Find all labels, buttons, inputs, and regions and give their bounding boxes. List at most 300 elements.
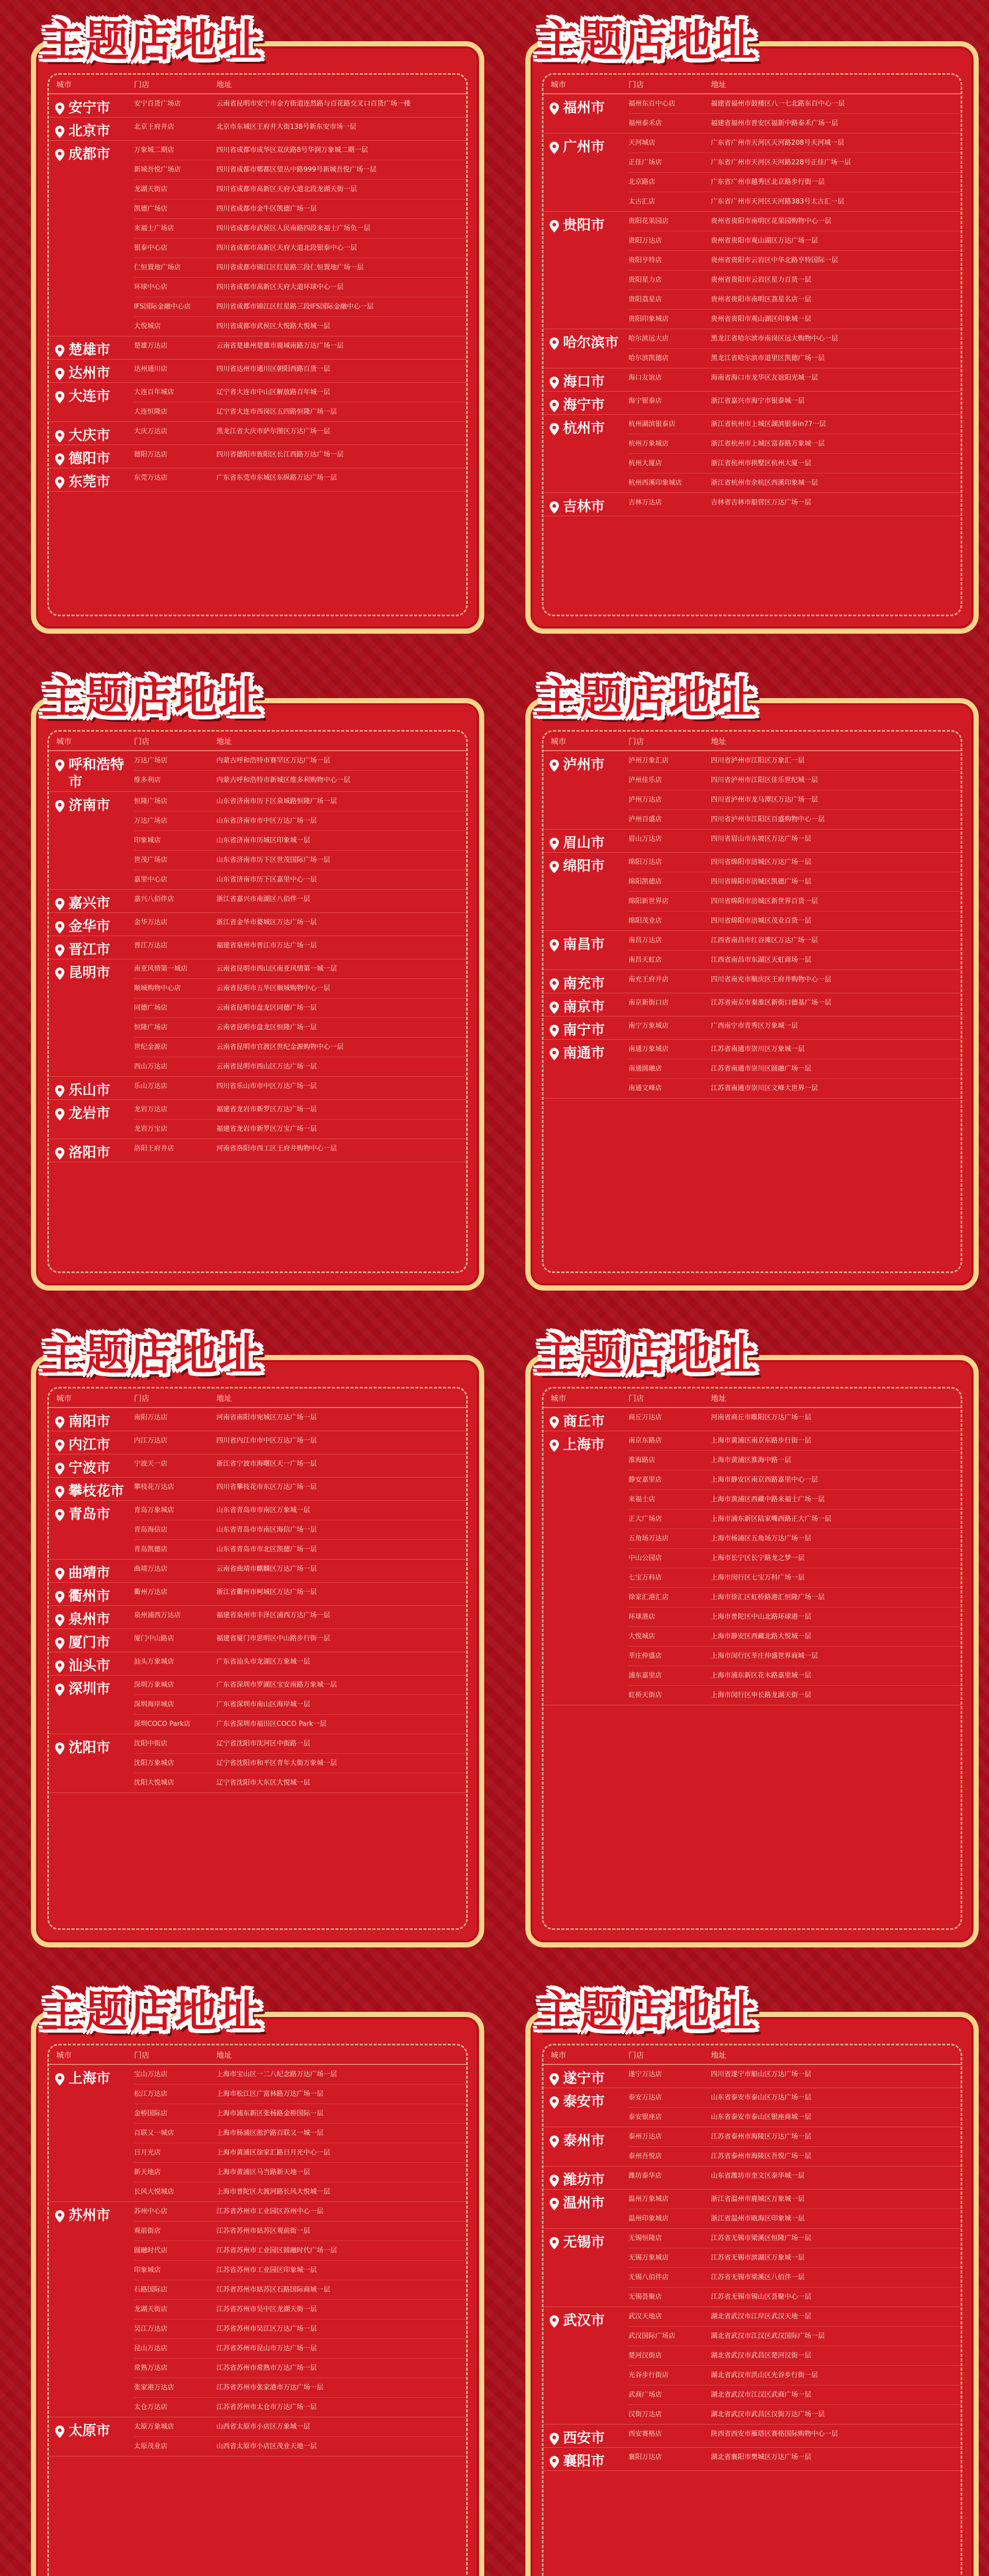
store-row — [134, 913, 466, 932]
store-name: 南昌万达店 — [628, 937, 662, 944]
store-address: 上海市静安区西藏北路大悦城一层 — [711, 1633, 812, 1640]
location-pin-icon — [550, 2174, 559, 2187]
store-row — [134, 1773, 466, 1792]
store-row — [628, 133, 961, 153]
city-name: 大庆市 — [69, 428, 110, 444]
location-pin-icon — [550, 219, 559, 232]
store-row — [628, 2088, 961, 2108]
address-table — [47, 730, 468, 1273]
store-row — [134, 239, 466, 258]
store-address: 吉林省吉林市船营区万达广场一层 — [711, 499, 812, 506]
store-address: 广东省广州市越秀区北京路步行街一层 — [711, 178, 825, 186]
store-name: 银泰中心店 — [134, 244, 168, 252]
city-group — [49, 141, 466, 336]
city-cell — [543, 2088, 628, 2127]
store-name: 万达广场店 — [134, 817, 168, 825]
city-cell — [49, 1560, 134, 1582]
city-group — [543, 853, 961, 931]
location-pin-icon — [55, 897, 64, 910]
city-cell — [49, 1431, 134, 1454]
store-name: 嘉里中心店 — [134, 876, 168, 884]
store-address: 四川省眉山市东坡区万达广场一层 — [711, 835, 812, 843]
store-row — [628, 853, 961, 872]
city-group — [543, 2065, 961, 2088]
store-address: 上海市黄浦区西藏中路来福士广场一层 — [711, 1496, 825, 1503]
store-address: 四川省成都市武侯区人民南路四段来福士广场负一层 — [216, 225, 371, 232]
store-address: 上海市徐汇区虹桥路港汇恒隆广场一层 — [711, 1594, 825, 1601]
header-store: 门店 — [628, 2050, 644, 2060]
store-address: 山东省泰安市泰山区万达广场一层 — [711, 2094, 812, 2102]
store-row — [134, 890, 466, 909]
store-name: 太原茂业店 — [134, 2443, 168, 2450]
store-name: 达州通川店 — [134, 365, 168, 373]
store-address: 云南省昆明市西山区南亚风情第一城一层 — [216, 965, 337, 973]
location-pin-icon — [55, 453, 64, 465]
store-address: 河南省洛阳市西工区王府井购物中心一层 — [216, 1145, 337, 1153]
store-address: 山东省青岛市市南区万象城一层 — [216, 1506, 311, 1514]
store-row — [134, 94, 466, 113]
city-group — [49, 2417, 466, 2456]
city-name: 衢州市 — [69, 1588, 110, 1604]
header-address: 地址 — [711, 79, 727, 89]
store-row — [134, 2300, 466, 2319]
city-name: 洛阳市 — [69, 1145, 110, 1161]
store-row — [628, 1490, 961, 1510]
city-name: 大连市 — [69, 388, 110, 404]
city-cell — [49, 1675, 134, 1734]
header-city: 城市 — [56, 79, 72, 89]
city-name: 宁波市 — [69, 1460, 110, 1476]
store-row — [134, 1675, 466, 1695]
location-pin-icon — [55, 344, 64, 357]
location-pin-icon — [55, 2425, 64, 2437]
city-name: 无锡市 — [563, 2234, 605, 2250]
location-pin-icon — [55, 1485, 64, 1498]
store-name: 泰安银座店 — [628, 2113, 662, 2121]
store-name: 无锡八佰伴店 — [628, 2274, 669, 2281]
store-name: 襄阳万达店 — [628, 2453, 662, 2461]
location-pin-icon — [550, 2432, 559, 2445]
store-address: 贵州省贵阳市南明区荔星名店一层 — [711, 296, 812, 303]
store-row — [628, 1588, 961, 1607]
store-row — [134, 336, 466, 355]
store-row — [134, 831, 466, 851]
store-address: 浙江省金华市婺城区万达广场一层 — [216, 919, 317, 926]
store-name: 虹桥天街店 — [628, 1691, 662, 1699]
city-group — [49, 1501, 466, 1560]
store-address: 黑龙江省大庆市萨尔图区万达广场一层 — [216, 428, 331, 435]
city-name: 青岛市 — [69, 1506, 110, 1522]
city-cell — [49, 913, 134, 936]
store-address: 山东省青岛市市南区海信广场一层 — [216, 1526, 317, 1534]
store-name: 安宁百货广场店 — [134, 100, 181, 108]
store-name: 宁波天一店 — [134, 1460, 168, 1468]
store-row — [134, 870, 466, 889]
store-name: 张家港万达店 — [134, 2384, 175, 2392]
store-address: 上海市普陀区大渡河路长风大悦城一层 — [216, 2188, 331, 2196]
city-name: 楚雄市 — [69, 342, 110, 358]
store-name: 南宁万象城店 — [628, 1022, 669, 1030]
city-name: 昆明市 — [69, 965, 110, 981]
store-address: 江西省南昌市东湖区天虹商场一层 — [711, 956, 812, 964]
panel-card — [31, 2012, 484, 2576]
store-address: 福建省龙岩市新罗区万宝广场一层 — [216, 1125, 317, 1133]
store-address: 上海市闵行区莘庄仲盛世界商城一层 — [711, 1652, 819, 1660]
store-name: 静安嘉里店 — [628, 1476, 662, 1484]
store-address: 浙江省衢州市柯城区万达广场一层 — [216, 1588, 317, 1596]
store-name: 沈阳中街店 — [134, 1740, 168, 1748]
store-row — [628, 368, 961, 387]
address-table — [542, 730, 962, 1273]
location-pin-icon — [55, 1147, 64, 1159]
city-name: 北京市 — [69, 123, 110, 139]
store-name: 哈尔滨凯德店 — [628, 354, 669, 362]
store-row — [628, 951, 961, 970]
store-name: 泸州百盛店 — [628, 816, 662, 823]
store-row — [628, 270, 961, 290]
city-name: 遂宁市 — [563, 2071, 605, 2087]
city-cell — [49, 2065, 134, 2201]
store-address: 北京市东城区王府井大街138号新东安市场一层 — [216, 123, 356, 131]
city-name: 汕头市 — [69, 1658, 110, 1674]
store-row — [628, 1059, 961, 1079]
store-address: 上海市静安区南京西路嘉里中心一层 — [711, 1476, 819, 1484]
location-pin-icon — [55, 1637, 64, 1649]
store-address: 四川省成都市金牛区凯德广场一层 — [216, 205, 317, 213]
store-row — [628, 2065, 961, 2084]
city-group — [543, 2425, 961, 2448]
store-address: 四川省绵阳市涪城区凯德广场一层 — [711, 878, 812, 886]
location-pin-icon — [55, 430, 64, 442]
store-address: 江苏省苏州市姑苏区观前街一层 — [216, 2227, 311, 2235]
store-name: 绵阳凯德店 — [628, 878, 662, 886]
store-address: 贵州省贵阳市云岩区中华北路亨特国际一层 — [711, 257, 839, 264]
city-group — [49, 1560, 466, 1583]
store-row — [134, 2222, 466, 2241]
store-name: 泰安万达店 — [628, 2094, 662, 2102]
city-group — [49, 1100, 466, 1139]
store-panel-4 — [515, 667, 979, 1291]
city-name: 海口市 — [563, 374, 605, 390]
city-cell — [543, 2166, 628, 2189]
city-group — [543, 1016, 961, 1040]
store-row — [628, 2166, 961, 2185]
city-group — [543, 2448, 961, 2471]
location-pin-icon — [55, 1742, 64, 1754]
city-group — [49, 2202, 466, 2417]
store-address: 贵州省贵阳市云岩区星力百货一层 — [711, 276, 812, 284]
store-name: 印象城店 — [134, 837, 161, 844]
store-address: 江西省南昌市红谷滩区万达广场一层 — [711, 937, 819, 944]
store-address: 广东省东莞市东城区东纵路万达广场一层 — [216, 474, 337, 482]
location-pin-icon — [550, 399, 559, 412]
store-row — [134, 1520, 466, 1540]
store-name: 泸州佳乐店 — [628, 776, 662, 784]
store-row — [134, 1018, 466, 1038]
store-address: 内蒙古呼和浩特市赛罕区万达广场一层 — [216, 757, 331, 765]
store-address: 四川省遂宁市船山区万达广场一层 — [711, 2071, 812, 2078]
store-address: 江苏省苏州市张家港市万达广场一层 — [216, 2384, 324, 2392]
city-group — [49, 468, 466, 492]
city-name: 晋江市 — [69, 942, 110, 958]
store-address: 河南省南阳市宛城区万达广场一层 — [216, 1414, 317, 1421]
header-city: 城市 — [56, 736, 72, 746]
city-group — [543, 212, 961, 329]
store-row — [628, 1016, 961, 1036]
store-address: 上海市黄浦区马当路新天地一层 — [216, 2168, 311, 2176]
location-pin-icon — [550, 2135, 559, 2147]
store-row — [628, 1470, 961, 1490]
store-address: 山东省济南市历下区泉城路恒隆广场一层 — [216, 798, 337, 805]
store-row — [134, 1431, 466, 1450]
store-address: 江苏省苏州市吴中区龙湖天街一层 — [216, 2306, 317, 2313]
store-address: 云南省昆明市官渡区世纪金源购物中心一层 — [216, 1043, 344, 1051]
store-row — [628, 931, 961, 951]
store-name: 吉林万达店 — [628, 499, 662, 506]
store-address: 福建省泉州市丰泽区浦西万达广场一层 — [216, 1612, 331, 1619]
store-address: 四川省泸州市江阳区百盛购物中心一层 — [711, 816, 825, 823]
store-name: 大连恒隆店 — [134, 408, 168, 416]
city-cell — [543, 415, 628, 493]
store-name: 宝山万达店 — [134, 2071, 168, 2078]
header-address: 地址 — [216, 79, 232, 89]
address-table — [47, 73, 468, 616]
store-address: 湖北省武汉市江汉区武汉国际广场一层 — [711, 2332, 825, 2340]
location-pin-icon — [55, 391, 64, 403]
city-name: 上海市 — [563, 1437, 605, 1453]
store-row — [134, 180, 466, 199]
store-address: 四川省泸州市江阳区万象汇一层 — [711, 757, 805, 765]
store-row — [628, 751, 961, 771]
store-address: 上海市宝山区一二八纪念路万达广场一层 — [216, 2071, 337, 2078]
store-address: 四川省成都市成华区双庆路8号华润万象城二期一层 — [216, 146, 368, 154]
store-row — [134, 751, 466, 771]
store-row — [628, 1408, 961, 1427]
store-address: 广东省广州市天河区天河路208号天河城一层 — [711, 139, 844, 147]
location-pin-icon — [55, 1509, 64, 1521]
store-row — [134, 278, 466, 297]
store-name: 南亚风情第一城店 — [134, 965, 188, 973]
store-row — [628, 349, 961, 368]
store-panel-2 — [515, 10, 979, 634]
city-name: 温州市 — [563, 2195, 605, 2211]
location-pin-icon — [550, 1024, 559, 1037]
city-cell — [49, 792, 134, 889]
store-name: 天河城店 — [628, 139, 656, 147]
city-name: 商丘市 — [563, 1414, 605, 1430]
store-address: 山东省泰安市泰山区银座商城一层 — [711, 2113, 812, 2121]
store-row — [628, 173, 961, 192]
city-group — [49, 1583, 466, 1606]
store-name: 淮海路店 — [628, 1456, 656, 1464]
store-address: 浙江省嘉兴市南湖区八佰伴一层 — [216, 895, 311, 903]
store-row — [134, 1038, 466, 1057]
store-address: 山东省济南市历下区嘉里中心一层 — [216, 876, 317, 884]
city-name: 杭州市 — [563, 420, 605, 436]
city-name: 吉林市 — [563, 499, 605, 515]
page-title: 主题店地址 — [536, 672, 758, 723]
store-address: 广西南宁市青秀区万象城一层 — [711, 1022, 798, 1030]
store-name: 衢州万达店 — [134, 1588, 168, 1596]
header-store: 门店 — [628, 736, 644, 746]
store-name: 大悦城店 — [134, 323, 161, 330]
city-name: 厦门市 — [69, 1635, 110, 1651]
store-name: 无锡万象城店 — [628, 2254, 669, 2262]
city-cell — [543, 2307, 628, 2424]
store-name: 攀枝花万达店 — [134, 1483, 175, 1491]
store-row — [628, 2327, 961, 2346]
city-group — [49, 936, 466, 959]
store-address: 辽宁省沈阳市和平区青年大街万象城一层 — [216, 1759, 337, 1767]
store-name: 武汉天地店 — [628, 2313, 662, 2320]
store-name: 绵阳万达店 — [628, 858, 662, 866]
store-row — [628, 1529, 961, 1549]
city-cell — [49, 422, 134, 445]
store-row — [134, 422, 466, 441]
city-cell — [49, 1478, 134, 1500]
city-name: 绵阳市 — [563, 858, 605, 874]
store-name: 世茂广场店 — [134, 856, 168, 864]
store-name: 曲靖万达店 — [134, 1565, 168, 1573]
header-address: 地址 — [216, 2050, 232, 2060]
store-row — [134, 1540, 466, 1559]
city-group — [49, 1139, 466, 1162]
panel-card — [525, 698, 979, 1291]
store-address: 辽宁省沈阳市沈河区中街路一层 — [216, 1740, 311, 1748]
store-name: 温州印象城店 — [628, 2215, 669, 2223]
header-store: 门店 — [134, 1393, 150, 1403]
store-row — [134, 2319, 466, 2339]
city-cell — [49, 1652, 134, 1675]
store-address: 福建省泉州市晋江市万达广场一层 — [216, 942, 317, 950]
city-name: 济南市 — [69, 798, 110, 814]
city-cell — [49, 445, 134, 468]
store-row — [134, 1754, 466, 1773]
store-address: 浙江省嘉兴市海宁市银泰城一层 — [711, 397, 805, 405]
store-row — [628, 2268, 961, 2287]
store-row — [628, 2209, 961, 2228]
store-address: 贵州省贵阳市观山湖区万达广场一层 — [711, 237, 819, 245]
city-cell — [543, 1408, 628, 1431]
store-address: 广东省深圳市罗湖区宝安南路万象城一层 — [216, 1681, 337, 1689]
store-row — [628, 473, 961, 493]
store-name: 贵阳荔星店 — [628, 296, 662, 303]
store-row — [628, 1607, 961, 1627]
city-name: 眉山市 — [563, 835, 605, 851]
store-address: 上海市浦东新区陆家嘴西路正大广场一层 — [711, 1515, 832, 1523]
city-group — [49, 1652, 466, 1675]
location-pin-icon — [550, 978, 559, 990]
address-table — [542, 2044, 962, 2576]
store-row — [134, 1715, 466, 1734]
city-cell — [543, 1040, 628, 1098]
city-cell — [49, 1606, 134, 1629]
location-pin-icon — [550, 2073, 559, 2085]
city-name: 贵阳市 — [563, 217, 605, 233]
store-name: 德阳万达店 — [134, 451, 168, 459]
city-name: 泸州市 — [563, 757, 605, 773]
city-group — [49, 959, 466, 1077]
store-row — [628, 94, 961, 114]
store-name: 长风大悦城店 — [134, 2188, 175, 2196]
location-pin-icon — [550, 2315, 559, 2327]
city-group — [49, 1478, 466, 1501]
header-address: 地址 — [711, 736, 727, 746]
city-group — [49, 117, 466, 141]
store-name: 正大广场店 — [628, 1515, 662, 1523]
store-name: 海宁银泰店 — [628, 397, 662, 405]
store-row — [134, 771, 466, 790]
city-group — [49, 751, 466, 792]
city-cell — [49, 890, 134, 912]
store-row — [134, 1629, 466, 1648]
city-name: 深圳市 — [69, 1681, 110, 1697]
store-name: 无锡荟聚店 — [628, 2293, 662, 2301]
city-cell — [49, 1501, 134, 1559]
store-row — [134, 2084, 466, 2104]
city-group — [49, 422, 466, 445]
store-row — [628, 771, 961, 790]
store-name: 南通文峰店 — [628, 1084, 662, 1092]
store-row — [134, 317, 466, 336]
header-address: 地址 — [711, 2050, 727, 2060]
location-pin-icon — [550, 141, 559, 154]
store-row — [134, 1408, 466, 1427]
store-row — [628, 454, 961, 473]
store-name: 沈阳万象城店 — [134, 1759, 175, 1767]
city-group — [49, 913, 466, 936]
store-name: 正佳广场店 — [628, 159, 662, 166]
store-name: 青岛凯德店 — [134, 1546, 168, 1553]
store-row — [134, 936, 466, 955]
store-address: 湖北省武汉市洪山区光谷步行街一层 — [711, 2371, 819, 2379]
city-group — [49, 1454, 466, 1478]
page-title: 主题店地址 — [536, 15, 758, 66]
city-cell — [543, 2229, 628, 2307]
address-table — [47, 2044, 468, 2576]
location-pin-icon — [55, 102, 64, 114]
city-cell — [543, 392, 628, 414]
store-address: 湖北省武汉市江岸区武汉天地一层 — [711, 2313, 812, 2320]
store-name: 恒隆广场店 — [134, 1024, 168, 1031]
store-address: 云南省昆明市西山区万达广场一层 — [216, 1063, 317, 1071]
store-address: 江苏省苏州市姑苏区石路国际商城一层 — [216, 2286, 331, 2294]
store-row — [134, 258, 466, 278]
city-cell — [49, 936, 134, 959]
store-address: 江苏省无锡市梁溪区恒隆广场一层 — [711, 2234, 812, 2242]
store-name: 青岛万象城店 — [134, 1506, 175, 1514]
store-row — [628, 810, 961, 829]
store-address: 山西省太原市小店区茂业天地一层 — [216, 2443, 317, 2450]
store-address: 云南省曲靖市麒麟区万达广场一层 — [216, 1565, 317, 1573]
city-group — [543, 392, 961, 415]
store-row — [134, 1652, 466, 1671]
store-address: 四川省绵阳市涪城区新世界百货一层 — [711, 897, 819, 905]
store-name: 世纪金源店 — [134, 1043, 168, 1051]
city-name: 南宁市 — [563, 1022, 605, 1038]
store-row — [628, 1666, 961, 1686]
location-pin-icon — [55, 2073, 64, 2085]
store-address: 上海市松江区广富林路万达广场一层 — [216, 2090, 324, 2098]
store-address: 四川省成都市高新区天府大道北段银泰中心一层 — [216, 244, 357, 252]
store-address: 山东省济南市历下区世茂国际广场一层 — [216, 856, 331, 864]
store-row — [628, 192, 961, 211]
store-name: 深圳万象城店 — [134, 1681, 175, 1689]
store-name: 南昌天虹店 — [628, 956, 662, 964]
store-row — [134, 2398, 466, 2417]
city-cell — [49, 751, 134, 791]
store-row — [628, 153, 961, 173]
